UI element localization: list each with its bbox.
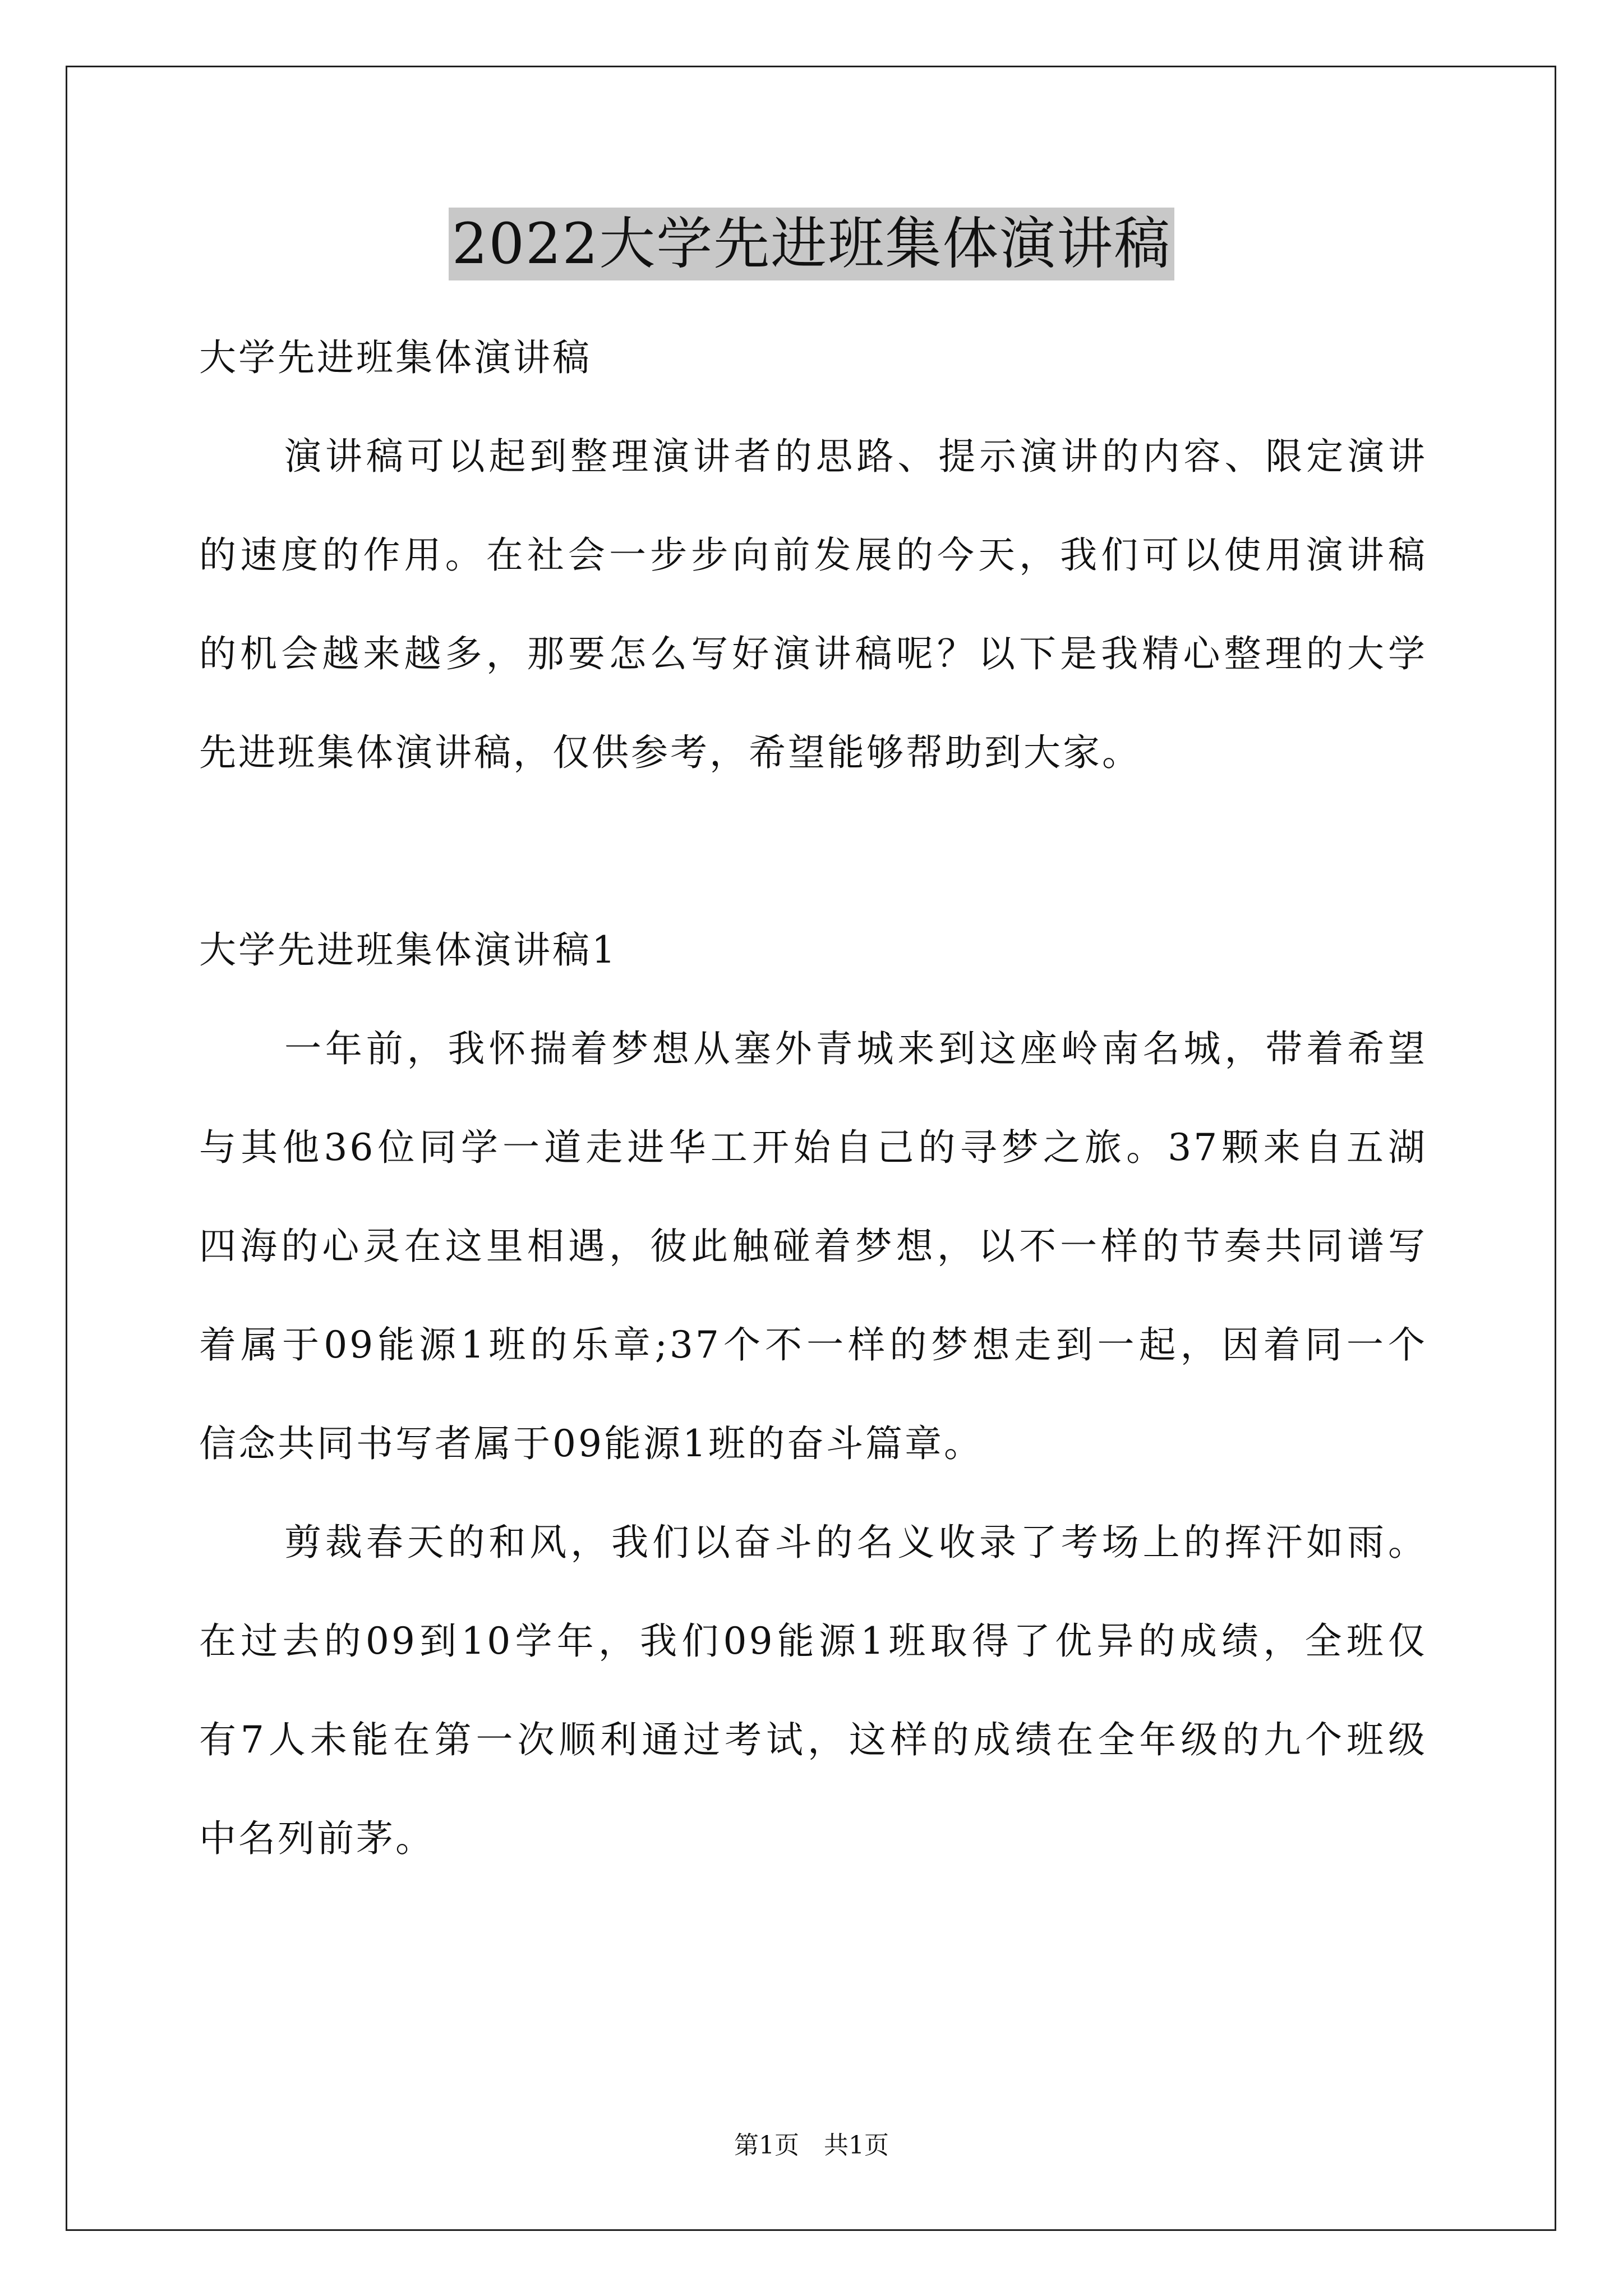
title-container xyxy=(0,208,1623,280)
page-number-footer: 第1页 共1页 xyxy=(734,2131,889,2160)
intro-line-3: 的机会越来越多，那要怎么写好演讲稿呢？以下是我精心整理的大学 xyxy=(199,632,1427,675)
para2-line-1: 剪裁春天的和风，我们以奋斗的名义收录了考场上的挥汗如雨。 xyxy=(284,1521,1427,1564)
document-subtitle: 大学先进班集体演讲稿 xyxy=(199,336,592,379)
para2-line-2: 在过去的09到10学年，我们09能源1班取得了优异的成绩，全班仅 xyxy=(199,1619,1427,1663)
para2-line-4: 中名列前茅。 xyxy=(199,1817,435,1860)
section-heading: 大学先进班集体演讲稿1 xyxy=(199,928,617,972)
intro-line-1: 演讲稿可以起到整理演讲者的思路、提示演讲的内容、限定演讲 xyxy=(284,435,1427,478)
document-body xyxy=(199,309,1427,1888)
para1-line-5: 信念共同书写者属于09能源1班的奋斗篇章。 xyxy=(199,1422,983,1465)
para1-line-3: 四海的心灵在这里相遇，彼此触碰着梦想，以不一样的节奏共同谱写 xyxy=(199,1225,1427,1268)
section-spacer xyxy=(199,802,1427,901)
para1-line-4: 着属于09能源1班的乐章;37个不一样的梦想走到一起，因着同一个 xyxy=(199,1323,1427,1366)
intro-line-4: 先进班集体演讲稿，仅供参考，希望能够帮助到大家。 xyxy=(199,731,1141,774)
para1-line-1: 一年前，我怀揣着梦想从塞外青城来到这座岭南名城，带着希望 xyxy=(284,1027,1427,1070)
para1-line-2: 与其他36位同学一道走进华工开始自己的寻梦之旅。37颗来自五湖 xyxy=(199,1126,1427,1169)
para2-line-3: 有7人未能在第一次顺利通过考试，这样的成绩在全年级的九个班级 xyxy=(199,1718,1427,1761)
intro-line-2: 的速度的作用。在社会一步步向前发展的今天，我们可以使用演讲稿 xyxy=(199,533,1427,577)
document-title: 2022大学先进班集体演讲稿 xyxy=(449,208,1175,280)
